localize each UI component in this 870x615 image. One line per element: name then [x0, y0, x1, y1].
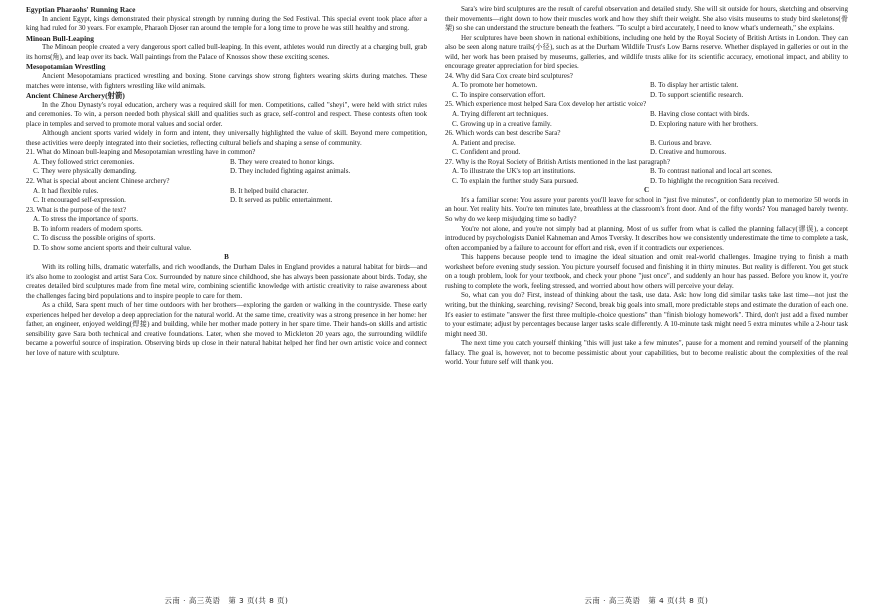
option: D. To show some ancient sports and their cultural value.	[33, 243, 192, 252]
option: B. Curious and brave.	[650, 138, 712, 147]
paragraph: In the Zhou Dynasty's royal education, archery was a required skill for men. Competitions, called "sheyi", were held with strict rules and ceremonies. To win, a person needed both physical skill and qualities such as grace, self-control and respect. These contests often took place in temples and served to promote moral values and social order.	[26, 100, 427, 128]
option: C. Confident and proud.	[452, 148, 521, 157]
section-title: Mesopotamian Wrestling	[26, 62, 106, 72]
option: B. Having close contact with birds.	[650, 110, 750, 119]
option: D. To support scientific research.	[650, 90, 744, 99]
option: B. To inform readers of modern sports.	[33, 224, 143, 233]
section-label-c: C	[643, 186, 650, 195]
options-22	[26, 187, 427, 206]
question-25: 25. Which experience most helped Sara Cox develop her artistic voice?	[445, 100, 647, 109]
option: C. To explain the further study Sara pursued.	[452, 176, 579, 185]
option: A. They followed strict ceremonies.	[33, 157, 135, 166]
option: B. They were created to honor kings.	[230, 157, 335, 166]
question-21: 21. What do Minoan bull-leaping and Mesopotamian wrestling have in common?	[26, 148, 256, 157]
option: B. To contrast national and local art scenes.	[650, 167, 773, 176]
option: A. It had flexible rules.	[33, 186, 99, 195]
question-23: 23. What is the purpose of the text?	[26, 205, 127, 214]
option: C. They were physically demanding.	[33, 167, 137, 176]
option: C. Growing up in a creative family.	[452, 119, 552, 128]
question-24: 24. Why did Sara Cox create bird sculptures?	[445, 71, 573, 80]
paragraph: With its rolling hills, dramatic waterfalls, and rich woodlands, the Durham Dales in England provides a natural habitat for birds—and it's also home to zoologist and artist Sara Cox. Surrounded by nature since childhood, she has always been passionate about birds. Today, she creates detailed bird sculptures made from fine metal wire, combining scientific knowledge with artistic creativity to raise awareness about the challenges facing bird populations and to inspire people to care for them.	[26, 262, 427, 300]
question-26: 26. Which words can best describe Sara?	[445, 129, 561, 138]
option: A. Trying different art techniques.	[452, 110, 549, 119]
paragraph: This happens because people tend to imagine the ideal situation and omit real-world challenges. Imagine trying to finish a math worksheet before evening study session. You picture yourself focused and finishing it in thirty minutes. But reality is different. You get stuck on a tough problem, look for your textbook, and check your phone "just once", and suddenly an hour has passed. Before you know it, you're rushing to complete the work, feeling stressed, and worried about how others will perceive your delay.	[445, 253, 848, 290]
options-23	[26, 215, 427, 253]
paragraph: You're not alone, and you're not simply bad at planning. Most of us suffer from what is called the planning fallacy(谬误), a concept introduced by psychologists Daniel Kahneman and Amos Tversky. It describes how we consistently underestimate the time to complete a task, often accompanied by a failure to account for effort and risk, even if it contradicts our experiences.	[445, 224, 848, 252]
options-26	[445, 139, 848, 158]
paragraph: Although ancient sports varied widely in form and intent, they universally highlighted the value of skill. Beyond mere competition, these activities were deeply integrated into their societies, reflecting cultural beliefs and shaping a sense of community.	[26, 129, 427, 147]
option: A. Patient and precise.	[452, 138, 516, 147]
option: A. To stress the importance of sports.	[33, 215, 139, 224]
question-22: 22. What is special about ancient Chinese archery?	[26, 177, 170, 186]
option: D. Exploring nature with her brothers.	[650, 119, 758, 128]
paragraph: The Minoan people created a very dangerous sport called bull-leaping. In this event, athletes would run directly at a charging bull, grab its horns(角), and leap over its back. Wall paintings from the Palace of Knossos show these exciting scenes.	[26, 43, 427, 61]
paragraph: As a child, Sara spent much of her time outdoors with her brothers—exploring the garden or walking in the countryside. These early experiences helped her develop a deep appreciation for the natural world. At the same time, creativity was a strong presence in her home: her father, an engineer, enjoyed welding(焊接) and building, while her mother made pottery in her spare time. Their hands-on skills and artistic sensibility gave Sara both technical and creative foundations. Later, when she moved to Mickleton 20 years ago, the surrounding wildlife became a powerful source of inspiration. Observing birds up close in their natural habitat helped her find her own artistic voice and connect her love of nature with sculpture.	[26, 301, 427, 357]
page-footer: 云南 · 高三英语 第 3 页(共 8 页)	[164, 596, 289, 605]
paragraph: So, what can you do? First, instead of thinking about the task, use data. Ask: how long did similar tasks take last time—not just the writing, but the thinking, searching, revising? Second, break big goals into small, more predictable steps and estimate the duration of each one. It's easier to estimate "answer the first three multiple-choice questions" than "finish biology homework". Third, don't just add a fixed number to your estimate; adjust by percentages because larger tasks scale differently. A 10-minute task might need 5 extra minutes while a 2-hour task might need 30.	[445, 291, 848, 338]
paragraph: Ancient Mesopotamians practiced wrestling and boxing. Stone carvings show strong fighters wearing skirts during matches. These matches were intense, with fighters wrestling like wild animals.	[26, 71, 427, 90]
paragraph: The next time you catch yourself thinking "this will just take a few minutes", pause for a moment and remind yourself of the planning fallacy. The goal is, however, not to become pessimistic about your capabilities, but to become realistic about the complexities of the real world. Your future self will thank you.	[445, 339, 848, 367]
option: D. It served as public entertainment.	[230, 196, 333, 205]
option: D. They included fighting against animals.	[230, 167, 351, 176]
page-footer: 云南 · 高三英语 第 4 页(共 8 页)	[584, 596, 709, 605]
options-21	[26, 158, 427, 177]
option: C. To discuss the possible origins of sports.	[33, 234, 156, 243]
right-column	[445, 5, 848, 368]
section-title: Egyptian Pharaohs' Running Race	[26, 5, 136, 14]
options-27	[445, 167, 848, 186]
section-title: Ancient Chinese Archery(射箭)	[26, 91, 125, 101]
question-27: 27. Why is the Royal Society of British Artists mentioned in the last paragraph?	[445, 157, 670, 166]
paragraph: It's a familiar scene: You assure your parents you'll leave for school in "just five minutes", or confidently plan to memorize 50 words in an hour. Yet reality hits. You're ten minutes late, breathless at the classroom's front door. And of the fifty words? You managed barely twenty. So why do we keep misjudging time so badly?	[445, 195, 848, 224]
option: A. To illustrate the UK's top art institutions.	[452, 167, 576, 176]
option: D. To highlight the recognition Sara received.	[650, 176, 779, 185]
option: C. It encouraged self-expression.	[33, 196, 126, 205]
section-label-b: B	[224, 253, 229, 262]
option: A. To promote her hometown.	[452, 81, 538, 90]
option: B. It helped build character.	[230, 186, 309, 195]
option: C. To inspire conservation effort.	[452, 90, 546, 99]
options-24	[445, 81, 848, 100]
paragraph: Her sculptures have been shown in national exhibitions, including one held by the Royal Society of British Artists in London. They can also be seen along nature trails(小径), such as at the Durham Wildlife Trust's Low Barns reserve. Whether displayed in galleries or out in the wild, her work has been praised by museums, galleries, and wildlife trusts alike for its scientific accuracy, emotional impact, and ability to encourage greater appreciation for bird species.	[445, 33, 848, 71]
option: D. Creative and humorous.	[650, 148, 727, 157]
paragraph: Sara's wire bird sculptures are the result of careful observation and detailed study. She will sit outside for hours, sketching and observing their movements—right down to how their muscles work and how they shift their weight. She also visits museums to study bird skeletons(骨架) so she can understand the structure beneath the feathers. "To sculpt a bird accurately, I need to know what's underneath," she explains.	[445, 5, 848, 33]
section-title: Minoan Bull-Leaping	[26, 33, 94, 43]
options-25	[445, 110, 848, 129]
paragraph: In ancient Egypt, kings demonstrated their physical strength by running during the Sed Festival. This special event took place after a king had ruled for 30 years. For example, Pharaoh Djoser ran around the temple for a long time to prove he was still healthy and strong.	[26, 14, 427, 33]
exam-page-right	[435, 0, 870, 615]
left-column	[26, 5, 427, 358]
option: B. To display her artistic talent.	[650, 81, 739, 90]
